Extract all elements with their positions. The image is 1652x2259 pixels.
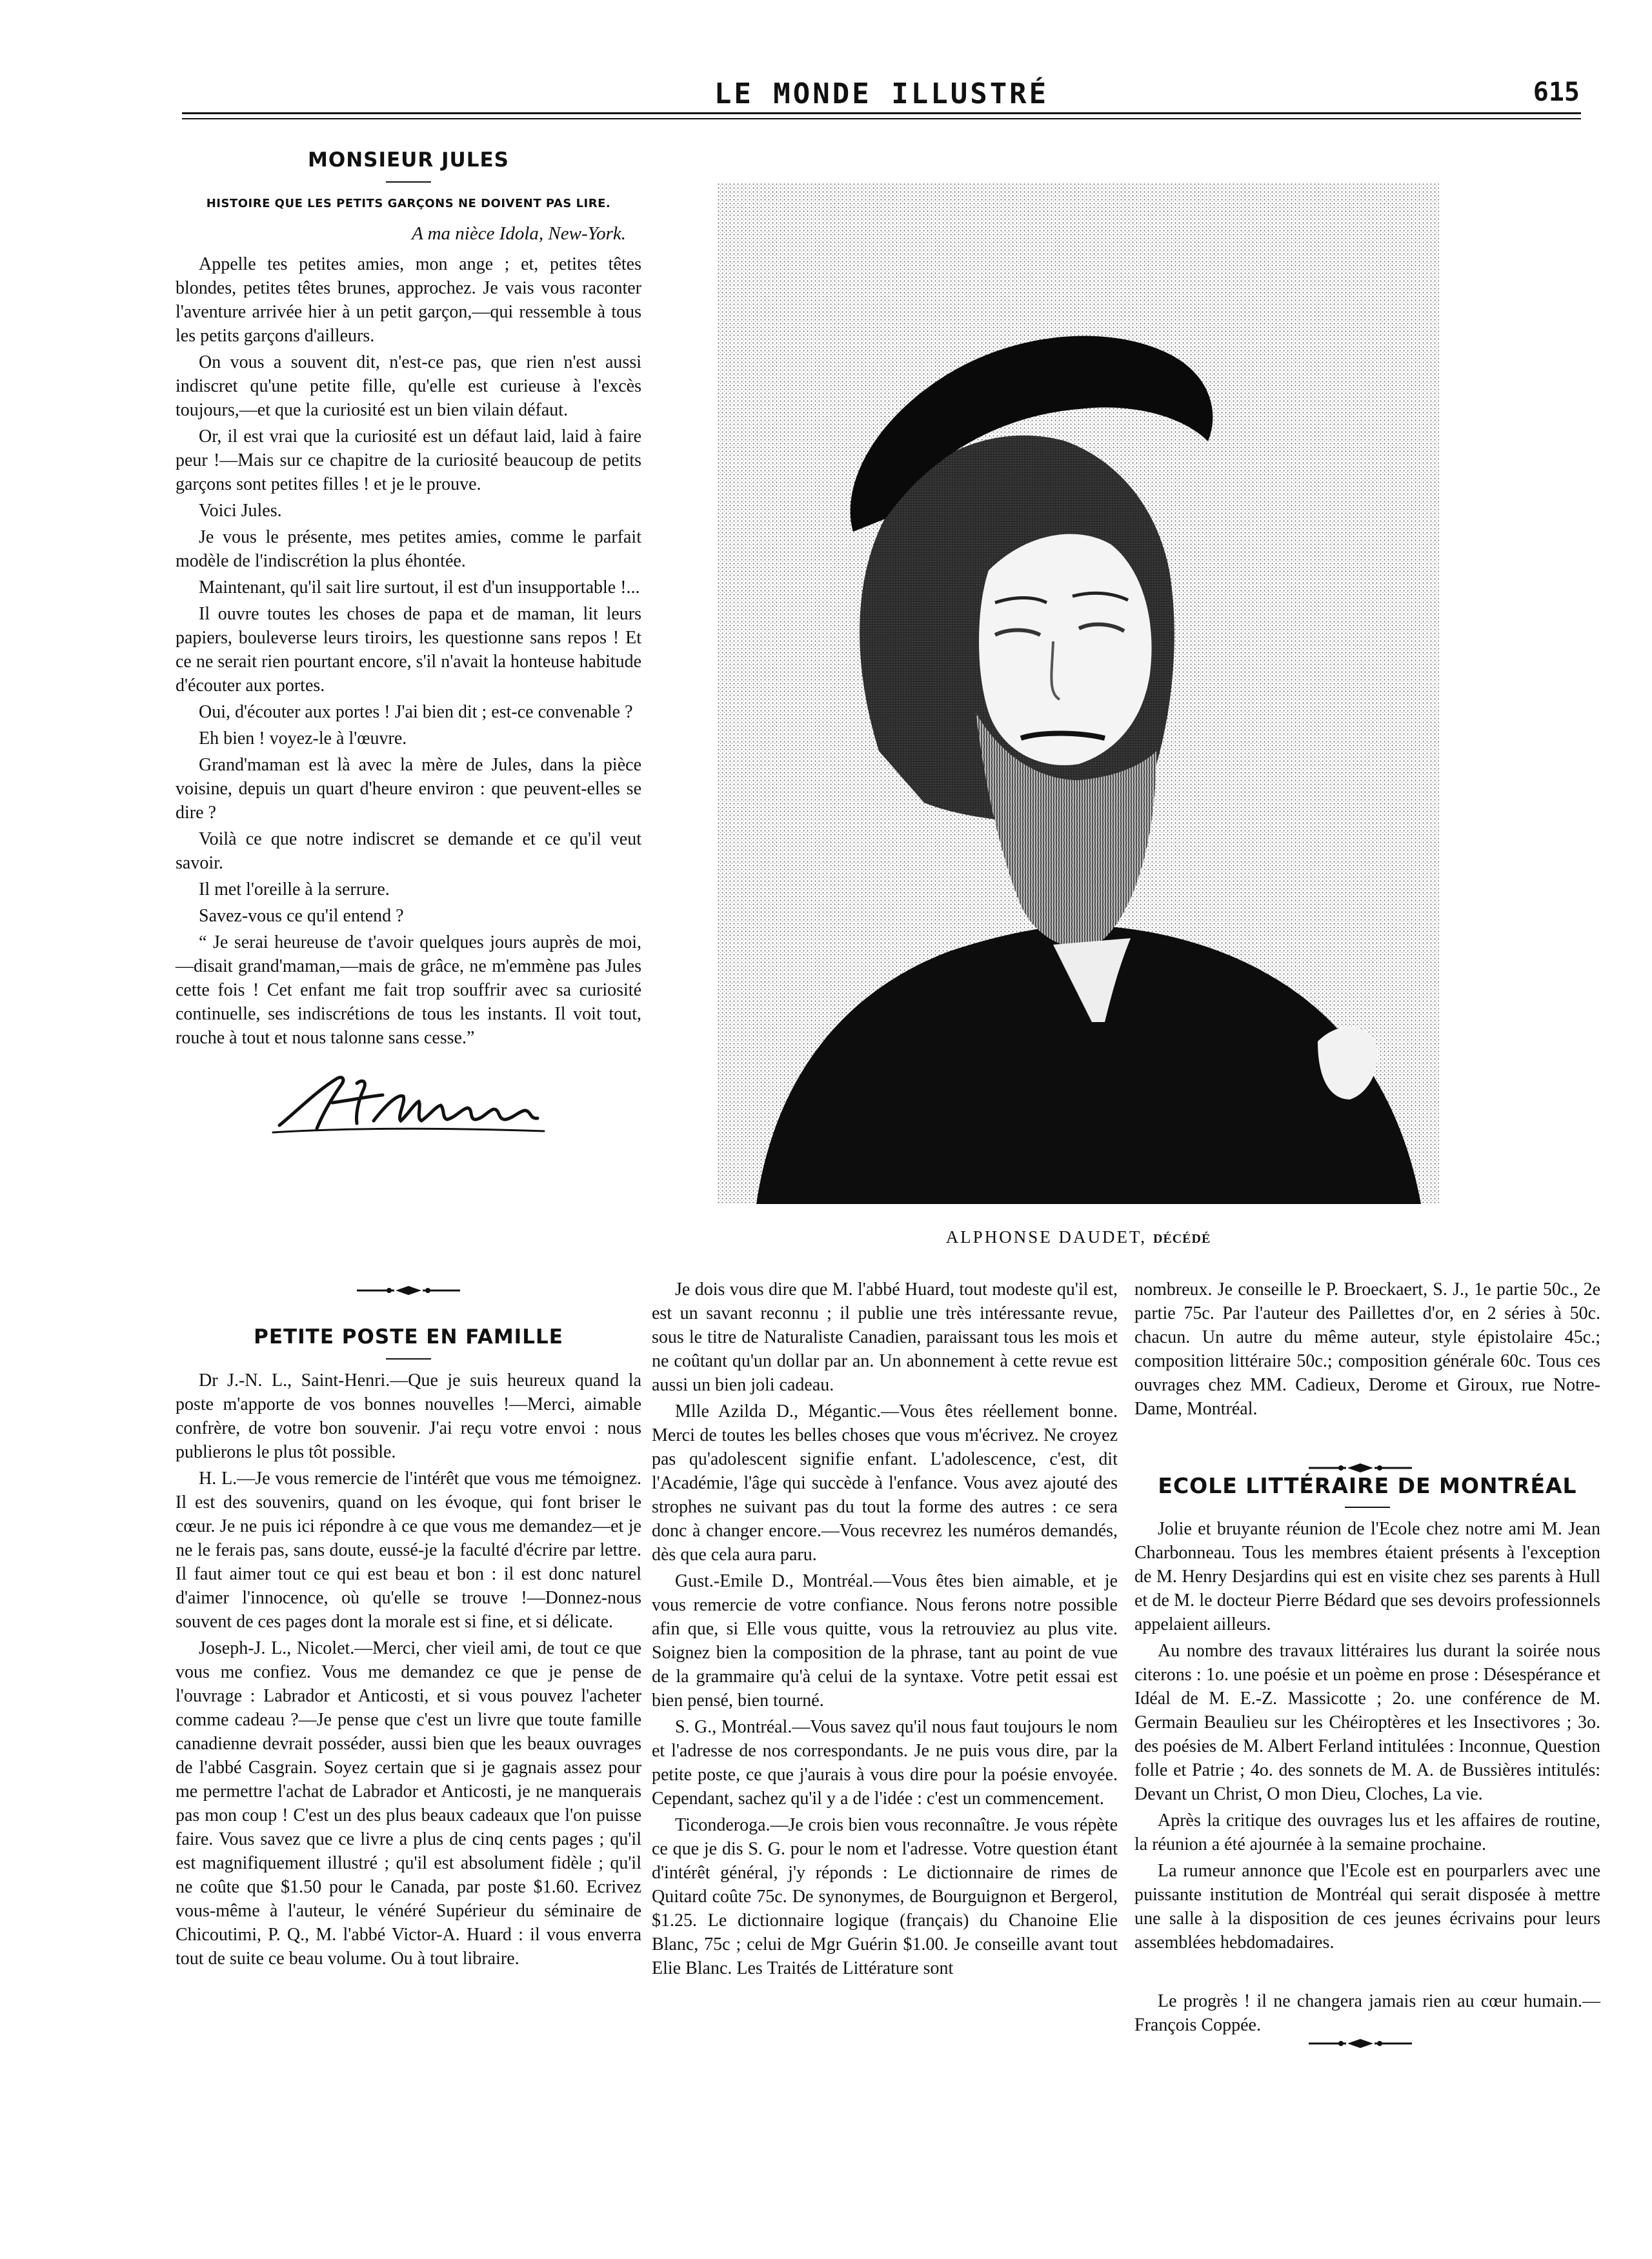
article-kicker: HISTOIRE QUE LES PETITS GARÇONS NE DOIVENT PAS LIRE. [206, 197, 611, 210]
portrait-caption [718, 1227, 1439, 1247]
paragraph: Joseph-J. L., Nicolet.—Merci, cher vieil ami, de tout ce que vous me confiez. Vous me demandez ce que je pense de l'ouvrage : Labrador et Anticosti, et si vous pouvez l'acheter comme cadeau ?—Je pense que c'est un livre que toute famille canadienne devrait posséder, aussi bien que les beaux ouvrages de l'abbé Casgrain. Soyez certain que si je gagnais assez pour me permettre l'achat de Labrador et Anticosti, je ne manquerais pas mon coup ! C'est un des plus beaux cadeaux que l'on puisse faire. Vous savez que ce livre a plus de cinq cents pages ; qu'il est magnifiquement illustré ; qu'il est absolument fidèle ; qu'il ne coûte que $1.50 pour le Canada, par poste $1.60. Ecrivez vous-même à l'auteur, le vénéré Supérieur du séminaire de Chicoutimi, P. Q., M. l'abbé Victor-A. Huard : il vous enverra tout de suite ce beau volume. Ou à tout libraire. [176, 1638, 641, 1969]
article-title: PETITE POSTE EN FAMILLE [254, 1325, 563, 1349]
title-rule [1345, 1507, 1390, 1508]
title-rule [386, 1358, 431, 1360]
paragraph: Appelle tes petites amies, mon ange ; et, petites têtes blondes, petites têtes brunes, approchez. Je vais vous raconter l'aventure arrivée hier à un petit garçon,—qui ressemble à tous les petits garçons d'ailleurs. [176, 254, 641, 346]
article-title: ECOLE LITTÉRAIRE DE MONTRÉAL [1158, 1473, 1577, 1498]
signature-scrawl-icon [260, 1064, 557, 1141]
paragraph: S. G., Montréal.—Vous savez qu'il nous faut toujours le nom et l'adresse de nos correspondants. Je ne puis vous dire, par la petite poste, ce que j'aurais à vous dire pour la poésie envoyée. Cependant, sachez qu'il y a de l'idée : c'est un commencement. [652, 1717, 1118, 1809]
paragraph: La rumeur annonce que l'Ecole est en pourparlers avec une puissante institution de Montréal qui serait disposée à mettre une salle à la disposition de ces jeunes écrivains pour leurs assemblées hebdomadaires. [1134, 1861, 1600, 1953]
paragraph: Il met l'oreille à la serrure. [199, 879, 390, 899]
paragraph: Je dois vous dire que M. l'abbé Huard, tout modeste qu'il est, est un savant reconnu ; il publie une très intéressante revue, sous le titre de Naturaliste Canadien, paraissant tous les mois et ne coûtant qu'un dollar par an. Un abonnement à cette revue est aussi un bien joli cadeau. [652, 1280, 1118, 1395]
masthead-title: LE MONDE ILLUSTRÉ [714, 77, 1049, 110]
ornament-divider [357, 1286, 460, 1295]
paragraph: On vous a souvent dit, n'est-ce pas, que rien n'est aussi indiscret qu'une petite fille, qu'elle est curieuse à l'excès toujours,—et que la curiosité est un bien vilain défaut. [176, 352, 641, 420]
spacer [1134, 1957, 1600, 1989]
closing-quote: Le progrès ! il ne changera jamais rien au cœur humain.—François Coppée. [1134, 1991, 1600, 2035]
caption-suffix: DÉCÉDÉ [1153, 1232, 1211, 1246]
portrait-image [718, 183, 1439, 1204]
paragraph: Il ouvre toutes les choses de papa et de maman, lit leurs papiers, bouleverse leurs tiroirs, les questionne sans repos ! Et ce ne serait rien pourtant encore, s'il n'avait la honteuse habitude d'écouter aux portes. [176, 604, 641, 696]
paragraph: Dr J.-N. L., Saint-Henri.—Que je suis heureux quand la poste m'apporte de vos bonnes nouvelles !—Merci, aimable confrère, de votre bon souvenir. J'ai reçu votre envoi : nous publierons le plus tôt possible. [176, 1370, 641, 1462]
paragraph: Grand'maman est là avec la mère de Jules, dans la pièce voisine, depuis un quart d'heure environ : que peuvent-elles se dire ? [176, 755, 641, 823]
article-dedication: A ma nièce Idola, New-York. [412, 223, 626, 244]
paragraph: Voici Jules. [199, 501, 282, 521]
petite-poste-continued [652, 1278, 1118, 1983]
spacer [1134, 1423, 1600, 1474]
paragraph: Maintenant, qu'il sait lire surtout, il est d'un insupportable !... [199, 577, 640, 597]
article-monsieur-jules [176, 148, 641, 1148]
article-title: MONSIEUR JULES [308, 148, 509, 172]
paragraph: H. L.—Je vous remercie de l'intérêt que vous me témoignez. Il est des souvenirs, quand on les évoque, qui font briser le cœur. Je ne puis ici répondre à ce que vous me demandez—et je ne le ferais pas, sans doute, eussé-je la faculté d'écrire par lettre. Il faut aimer tout ce qui est beau et bon : il est donc naturel d'aimer l'innocence, où qu'elle se trouve !—Donnez-nous souvent de ces pages dont la morale est si fine, et si délicate. [176, 1469, 641, 1632]
paragraph: Or, il est vrai que la curiosité est un défaut laid, laid à faire peur !—Mais sur ce chapitre de la curiosité beaucoup de petits garçons sont petites filles ! et je le prouve. [176, 427, 641, 494]
title-rule [386, 181, 431, 183]
paragraph: Au nombre des travaux littéraires lus durant la soirée nous citerons : 1o. une poésie et un poème en prose : Désespérance et Idéal de M. E.-Z. Massicotte ; 2o. une conférence de M. Germain Beaulieu sur les Chéiroptères et les Insectivores ; 3o. des poésies de M. Albert Ferland intitulées : Inconnue, Question folle et Patrie ; 4o. des sonnets de M. A. de Bussières intitulés: Devant un Christ, O mon Dieu, Cloches, La vie. [1134, 1641, 1600, 1804]
paragraph: nombreux. Je conseille le P. Broeckaert, S. J., 1e partie 50c., 2e partie 75c. Par l'auteur des Paillettes d'or, en 2 séries à 50c. chacun. Un autre du même auteur, style épistolaire 45c.; composition littéraire 50c.; composition générale 60c. Tous ces ouvrages chez MM. Cadieux, Derome et Giroux, rue Notre-Dame, Montréal. [1134, 1280, 1600, 1419]
paragraph: Mlle Azilda D., Mégantic.—Vous êtes réellement bonne. Merci de toutes les belles choses que vous m'écrivez. Ne croyez pas qu'adolescent signifie enfant. L'adolescence, c'est, dit l'Académie, l'âge qui succède à l'enfance. Vous avez ajouté des strophes ne suivant pas du tout la forme des autres : ce sera donc à changer encore.—Vous recevrez les numéros demandés, dès que cela aura paru. [652, 1401, 1118, 1565]
paragraph: “ Je serai heureuse de t'avoir quelques jours auprès de moi,—disait grand'maman,—mais de grâce, ne m'emmène pas Jules cette fois ! Cet enfant me fait trop souffrir avec sa curiosité continuelle, ses indiscrétions de tous les instants. Il voit tout, rouche à tout et nous talonne sans cesse.” [176, 932, 641, 1048]
masthead-rule [182, 112, 1581, 119]
paragraph: Voilà ce que notre indiscret se demande et ce qu'il veut savoir. [176, 829, 641, 873]
paragraph: Ticonderoga.—Je crois bien vous reconnaître. Je vous répète ce que je dis S. G. pour le nom et l'adresse. Votre question étant d'intérêt général, j'y réponds : Le dictionnaire de rimes de Quitard coûte 75c. De synonymes, de Bourguignon et Bergerol, $1.25. Le dictionnaire logique (français) du Chanoine Elie Blanc, 75c ; celui de Mgr Guérin $1.00. Je conseille avant tout Elie Blanc. Les Traités de Littérature sont [652, 1815, 1118, 1978]
paragraph: Savez-vous ce qu'il entend ? [199, 906, 404, 926]
paragraph: Je vous le présente, mes petites amies, comme le parfait modèle de l'indiscrétion la plus éhontée. [176, 527, 641, 571]
ornament-divider [1309, 2039, 1412, 2048]
paragraph: Gust.-Emile D., Montréal.—Vous êtes bien aimable, et je vous remercie de votre confiance. Nous ferons notre possible afin que, si Elle vous quitte, vous la retrouviez au plus vite. Soignez bien la composition de la phrase, tant au point de vue de la grammaire qu'à celui de la syntaxe. Votre petit essai est bien pensé, bien tourné. [652, 1571, 1118, 1711]
masthead [182, 72, 1581, 111]
paragraph: Oui, d'écouter aux portes ! J'ai bien dit ; est-ce convenable ? [199, 702, 633, 722]
article-petite-poste [176, 1325, 641, 1973]
column-three [1134, 1278, 1600, 2040]
portrait-engraving [718, 183, 1439, 1204]
page-number: 615 [1533, 77, 1580, 107]
paragraph: Jolie et bruyante réunion de l'Ecole chez notre ami M. Jean Charbonneau. Tous les membres étaient présents à l'exception de M. Henry Desjardins qui est en visite chez ses parents à Hull et de M. le docteur Pierre Bédard que ses devoirs professionnels appelaient ailleurs. [1134, 1519, 1600, 1634]
paragraph: Eh bien ! voyez-le à l'œuvre. [199, 728, 407, 748]
paragraph: Après la critique des ouvrages lus et les affaires de routine, la réunion a été ajournée à la semaine prochaine. [1134, 1811, 1600, 1854]
author-signature [176, 1064, 641, 1148]
caption-name: ALPHONSE DAUDET, [945, 1227, 1147, 1247]
